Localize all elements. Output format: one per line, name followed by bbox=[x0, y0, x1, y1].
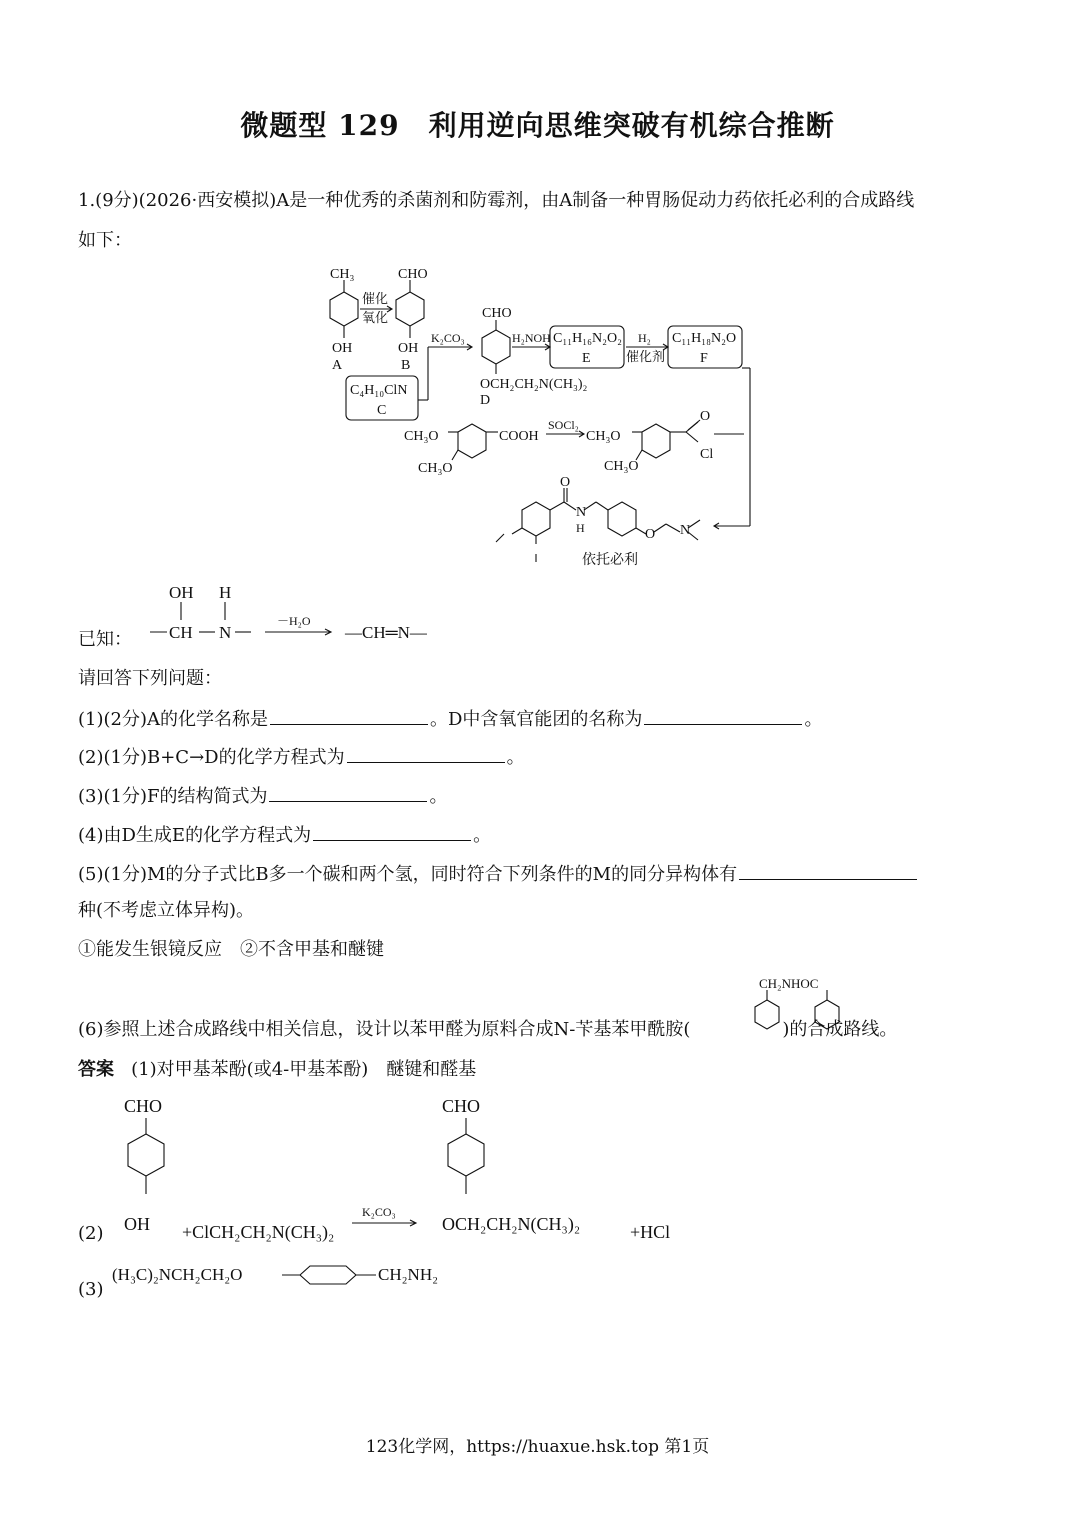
answer-3-structure bbox=[110, 1258, 470, 1294]
question-4 bbox=[78, 822, 491, 848]
answer-3-label: (3) bbox=[78, 1279, 104, 1300]
acyl-oxygen: O bbox=[700, 409, 711, 424]
q2-text-a: (2)(1分)B+C→D的化学方程式为 bbox=[78, 747, 345, 768]
question-5-conditions: ①能发生银镜反应 ②不含甲基和醚键 bbox=[78, 939, 384, 960]
answer-2-chain: OCH₂CH₂N(CH₃)₂ bbox=[442, 1214, 581, 1234]
q1-text-a: (1)(2分)A的化学名称是 bbox=[78, 709, 268, 730]
question-intro-line2: 如下： bbox=[78, 230, 132, 251]
D-label: D bbox=[480, 393, 491, 408]
q5-answer-blank[interactable] bbox=[739, 861, 917, 880]
acyl-methoxy2: CH₃O bbox=[604, 459, 639, 474]
known-reaction bbox=[145, 580, 465, 650]
question-5-cont: 种(不考虑立体异构)。 bbox=[78, 900, 255, 921]
q1-answer-blank-1[interactable] bbox=[270, 706, 428, 725]
question-5 bbox=[78, 861, 919, 887]
q3-text-a: (3)(1分)F的结构简式为 bbox=[78, 786, 268, 807]
answer-2-oh: OH bbox=[124, 1214, 150, 1234]
q4-answer-blank[interactable] bbox=[313, 822, 471, 841]
q2-text-b: 。 bbox=[506, 747, 525, 768]
acid-methoxy2: CH₃O bbox=[418, 461, 453, 476]
answer-3-right-group: CH₂NH₂ bbox=[378, 1265, 439, 1284]
arrow1-top: 催化 bbox=[362, 291, 389, 306]
question-intro-line1: 1.(9分)(2026·西安模拟)A是一种优秀的杀菌剂和防霉剂，由A制备一种胃肠促动力药依托必利的合成路线 bbox=[78, 190, 915, 211]
q1-text-c: 。 bbox=[804, 709, 823, 730]
q4-text-b: 。 bbox=[473, 825, 492, 846]
k2co3-condition: K₂CO₃ bbox=[431, 331, 465, 345]
q3-answer-blank[interactable] bbox=[269, 783, 427, 802]
answer-3-left-group: (H₃C)₂NCH₂CH₂O bbox=[112, 1265, 243, 1284]
q3-text-b: 。 bbox=[429, 786, 448, 807]
A-hydroxyl: OH bbox=[332, 341, 353, 356]
synthesis-scheme bbox=[300, 262, 770, 572]
known-condition: －H₂O bbox=[277, 614, 311, 628]
answer-2-condition: K₂CO₃ bbox=[362, 1205, 396, 1219]
F-formula: C₁₁H₁₈N₂O bbox=[672, 331, 737, 346]
answer-2-label: (2) bbox=[78, 1223, 104, 1244]
answer-2-cho-left: CHO bbox=[124, 1096, 163, 1116]
page-title: 微题型 129 利用逆向思维突破有机综合推断 bbox=[240, 109, 835, 142]
page-footer: 123化学网，https://huaxue.hsk.top 第1页 bbox=[365, 1437, 710, 1457]
known-label: 已知： bbox=[78, 629, 132, 650]
acid-cooh: COOH bbox=[499, 429, 539, 444]
answer-2-cho-right: CHO bbox=[442, 1096, 481, 1116]
socl2-condition: SOCl₂ bbox=[548, 418, 579, 432]
question-2 bbox=[78, 744, 525, 770]
q6-text-b: )的合成路线。 bbox=[782, 1019, 898, 1040]
q2-answer-blank[interactable] bbox=[347, 744, 505, 763]
product-amide-n: N bbox=[576, 505, 587, 520]
catalyst-condition: 催化剂 bbox=[626, 349, 666, 364]
nh2oh-condition: H₂NOH bbox=[512, 331, 551, 345]
q6-text-a: (6)参照上述合成路线中相关信息，设计以苯甲醛为原料合成N-苄基苯甲酰胺( bbox=[78, 1019, 691, 1040]
product-carbonyl-o: O bbox=[560, 475, 571, 490]
q1-text-b: 。D中含氧官能团的名称为 bbox=[430, 709, 643, 730]
acid-methoxy1: CH₃O bbox=[404, 429, 439, 444]
product-amide-h: H bbox=[576, 521, 585, 535]
F-label: F bbox=[700, 351, 708, 366]
answer-1-text: (1)对甲基苯酚(或4-甲基苯酚) 醚键和醛基 bbox=[131, 1059, 477, 1080]
h2-condition: H₂ bbox=[638, 331, 651, 345]
question-3 bbox=[78, 783, 447, 809]
q6-structure-label: CH₂NHOC bbox=[759, 976, 819, 991]
q1-answer-blank-2[interactable] bbox=[644, 706, 802, 725]
questions-prompt: 请回答下列问题： bbox=[78, 668, 222, 689]
q5-text-a: (5)(1分)M的分子式比B多一个碳和两个氢，同时符合下列条件的M的同分异构体有 bbox=[78, 864, 738, 885]
answer-1 bbox=[78, 1058, 476, 1082]
A-substituent: CH₃ bbox=[330, 267, 355, 282]
answer-2-reagent: +ClCH₂CH₂N(CH₃)₂ bbox=[182, 1222, 335, 1242]
known-n: N bbox=[219, 623, 232, 642]
known-ch: CH bbox=[169, 623, 193, 642]
acyl-chlorine: Cl bbox=[700, 447, 714, 462]
A-label: A bbox=[332, 358, 343, 373]
B-substituent: CHO bbox=[398, 267, 428, 282]
B-hydroxyl: OH bbox=[398, 341, 419, 356]
E-formula: C₁₁H₁₆N₂O₂ bbox=[553, 331, 622, 346]
product-name: 依托必利 bbox=[582, 553, 638, 568]
E-label: E bbox=[582, 351, 591, 366]
D-substituent: CHO bbox=[482, 306, 512, 321]
known-product: —CH═N— bbox=[345, 623, 427, 642]
acyl-methoxy1: CH₃O bbox=[586, 429, 621, 444]
C-label: C bbox=[377, 403, 387, 418]
product-ether-o: O bbox=[645, 527, 656, 542]
n-benzylbenzamide-structure bbox=[745, 972, 855, 1044]
answer-label: 答案 bbox=[78, 1059, 114, 1080]
arrow1-bottom: 氧化 bbox=[362, 310, 389, 325]
question-1 bbox=[78, 706, 822, 732]
answer-2-equation bbox=[100, 1092, 700, 1242]
known-h: H bbox=[219, 583, 232, 602]
answer-2-hcl: +HCl bbox=[630, 1222, 671, 1242]
B-label: B bbox=[401, 358, 411, 373]
product-amine-n: N bbox=[680, 523, 691, 538]
D-chain: OCH₂CH₂N(CH₃)₂ bbox=[480, 377, 588, 392]
C-formula: C₄H₁₀ClN bbox=[350, 383, 408, 398]
q4-text-a: (4)由D生成E的化学方程式为 bbox=[78, 825, 312, 846]
known-oh: OH bbox=[169, 583, 194, 602]
